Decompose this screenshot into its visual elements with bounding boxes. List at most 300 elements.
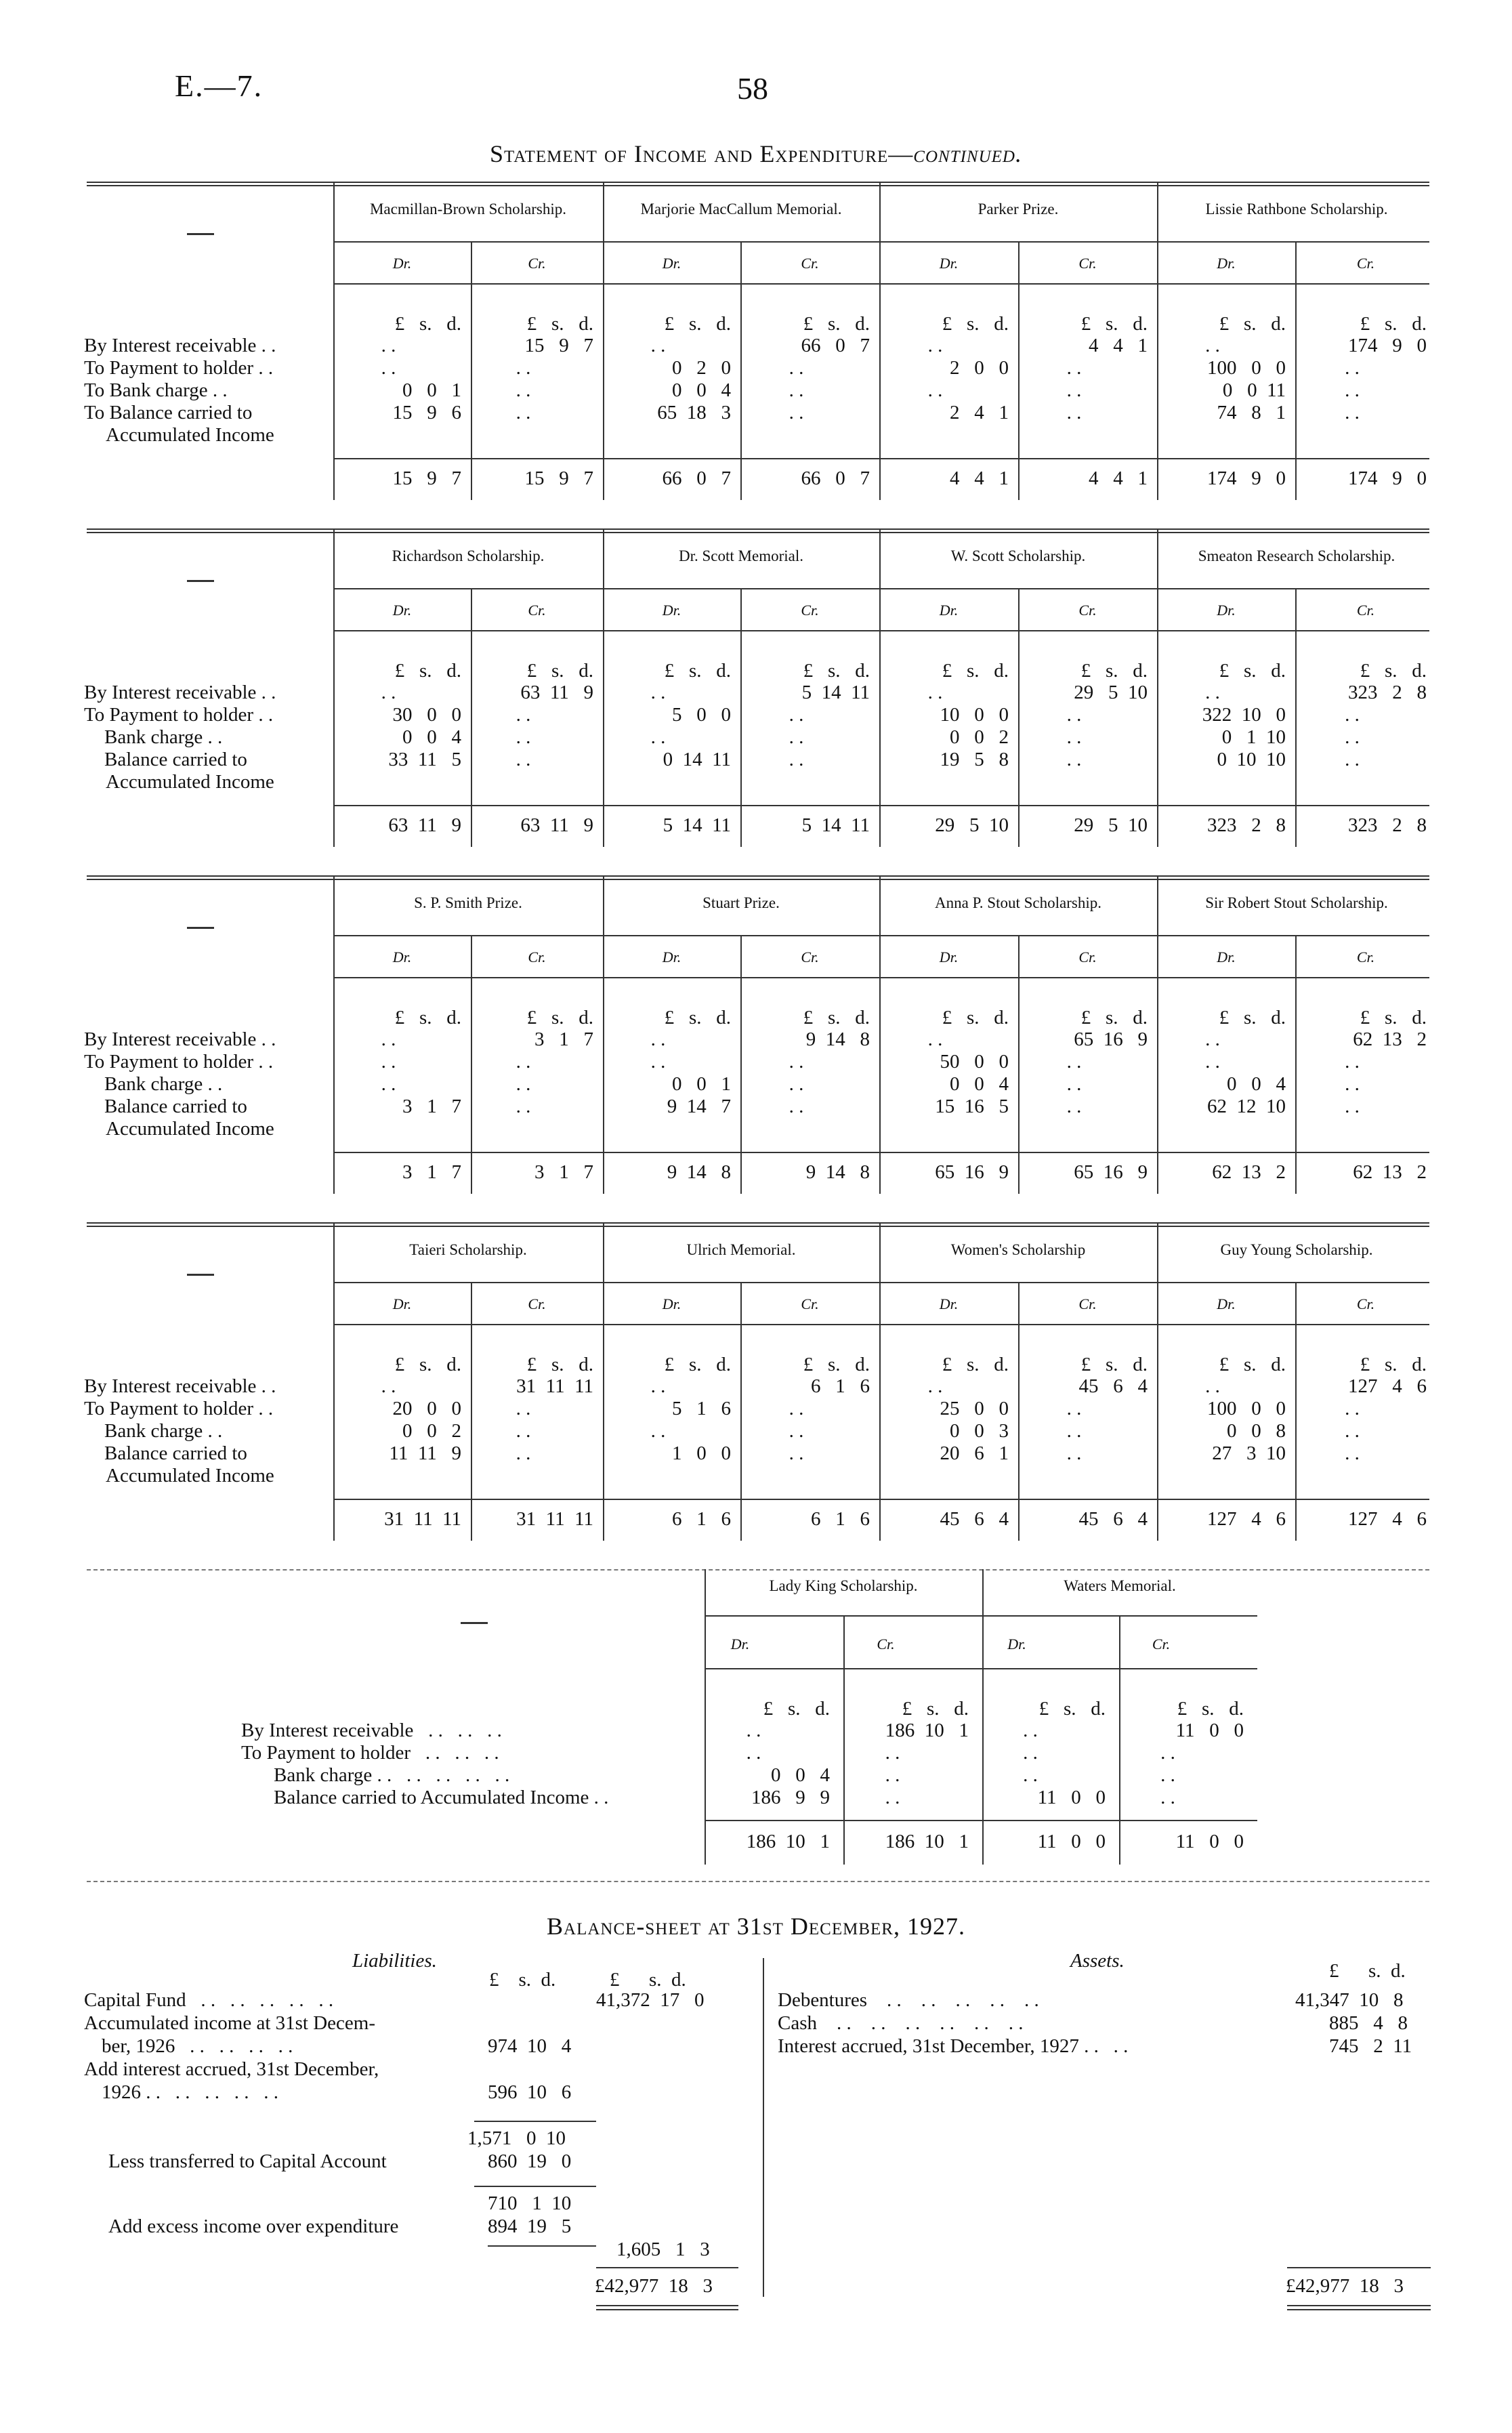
dr-subheader: Dr. (1217, 1295, 1236, 1312)
dr-value: 0 0 2 (402, 1420, 461, 1442)
dr-value: . . (927, 335, 943, 356)
subtotal-2: 710 1 10 (488, 2192, 572, 2214)
cr-value: 4 4 1 (1089, 335, 1148, 356)
assets-lsd: £ s. d. (1329, 1960, 1406, 1982)
cr-value: . . (789, 357, 804, 379)
lsd-header: £ s. d. (1360, 1354, 1427, 1375)
liab-total-rule-top (596, 2267, 738, 2268)
dr-value: . . (1023, 1720, 1038, 1741)
total-rule (333, 458, 1429, 459)
dr-total: 62 13 2 (1212, 1161, 1286, 1183)
scholarship-name: Lady King Scholarship. (769, 1577, 918, 1594)
scholarship-name: Macmillan-Brown Scholarship. (369, 201, 566, 217)
lsd-header: £ s. d. (763, 1698, 830, 1720)
liab-lsd-2: £ s. d. (610, 1969, 686, 1991)
total-rule (333, 805, 1429, 806)
row-label: Accumulated Income (106, 1118, 274, 1140)
cr-value: 66 0 7 (801, 335, 870, 356)
cr-total: 29 5 10 (1074, 814, 1148, 836)
dr-value: 20 0 0 (392, 1398, 461, 1419)
excess-rule (488, 2245, 596, 2247)
cr-value: 15 9 7 (524, 335, 593, 356)
dr-value: 15 16 5 (935, 1096, 1009, 1117)
cr-value: . . (1066, 1398, 1082, 1419)
dr-value: 1 0 0 (672, 1442, 731, 1464)
row-label: To Payment to holder . . (84, 1051, 274, 1073)
page-code: E.—7. (175, 68, 264, 103)
dr-value: 11 11 9 (389, 1442, 461, 1464)
cr-subheader: Cr. (1152, 1636, 1171, 1652)
dr-value: 62 12 10 (1207, 1096, 1286, 1117)
add-excess-value: 894 19 5 (488, 2216, 572, 2237)
block-top-rule (87, 528, 1429, 530)
row-label: By Interest receivable . . (84, 682, 276, 703)
row-label: Bank charge . . . . . . . . . . (274, 1764, 510, 1786)
lsd-header: £ s. d. (1080, 1354, 1148, 1375)
cr-total: 3 1 7 (534, 1161, 593, 1183)
dr-value: 3 1 7 (402, 1096, 461, 1117)
dr-value: 2 4 1 (950, 402, 1009, 423)
cr-subheader: Cr. (1356, 255, 1375, 272)
accumulated-total: 1,605 1 3 (616, 2239, 710, 2260)
dr-value: . . (1205, 1028, 1220, 1050)
cr-subheader: Cr. (528, 602, 546, 619)
lsd-header: £ s. d. (394, 660, 461, 682)
row-label: By Interest receivable . . . . . . (241, 1720, 502, 1741)
cr-subheader: Cr. (801, 1295, 819, 1312)
balance-sheet-title: Balance-sheet at 31st December, 1927. (547, 1913, 965, 1940)
cr-value: . . (516, 1073, 531, 1095)
cr-value: . . (789, 749, 804, 770)
add-interest-label-2: 1926 . . . . . . . . . . (102, 2081, 278, 2103)
dr-value: . . (650, 1420, 666, 1442)
dr-total: 31 11 11 (384, 1508, 461, 1530)
asset-total-rule-bottom-1 (1287, 2305, 1431, 2306)
scholarship-name: Anna P. Stout Scholarship. (935, 894, 1101, 911)
cr-value: . . (1066, 402, 1082, 423)
lsd-header: £ s. d. (942, 660, 1009, 682)
cr-value: . . (885, 1742, 900, 1764)
total-rule (333, 1152, 1429, 1153)
row-label: To Payment to holder . . . . . . (241, 1742, 499, 1764)
dr-value: 20 6 1 (940, 1442, 1009, 1464)
dr-value: 0 14 11 (663, 749, 731, 770)
dr-subheader: Dr. (730, 1636, 750, 1652)
dr-total: 3 1 7 (402, 1161, 461, 1183)
lsd-header: £ s. d. (803, 1354, 870, 1375)
dr-value: . . (381, 1375, 396, 1397)
dr-total: 174 9 0 (1207, 467, 1286, 489)
statement-block (0, 875, 1512, 1214)
dr-value: 186 9 9 (751, 1787, 830, 1808)
dr-value: 0 1 10 (1221, 726, 1286, 748)
lsd-header: £ s. d. (1080, 660, 1148, 682)
cr-total: 31 11 11 (516, 1508, 593, 1530)
block-top-rule-2 (87, 532, 1429, 533)
lsd-header: £ s. d. (1219, 313, 1286, 335)
cr-value: . . (516, 402, 531, 423)
dr-value: 322 10 0 (1202, 704, 1286, 726)
scholarship-name: W. Scott Scholarship. (950, 547, 1086, 564)
row-label: By Interest receivable . . (84, 335, 276, 356)
scholarship-name: Ulrich Memorial. (686, 1241, 796, 1258)
dr-value: 100 0 0 (1207, 1398, 1286, 1419)
lsd-header: £ s. d. (394, 1007, 461, 1028)
lsd-header: £ s. d. (664, 313, 731, 335)
lsd-header: £ s. d. (664, 1354, 731, 1375)
cr-value: . . (516, 1420, 531, 1442)
dr-subheader: Dr. (1217, 602, 1236, 619)
lsd-header: £ s. d. (1219, 1354, 1286, 1375)
cr-value: . . (1066, 357, 1082, 379)
lsd-header: £ s. d. (664, 1007, 731, 1028)
cr-value: . . (789, 379, 804, 401)
row-label: By Interest receivable . . (84, 1375, 276, 1397)
cr-subheader: Cr. (801, 602, 819, 619)
dr-value: . . (381, 335, 396, 356)
cr-total: 62 13 2 (1353, 1161, 1427, 1183)
cr-subheader: Cr. (1078, 949, 1097, 965)
header-dash (187, 927, 214, 929)
liab-lsd-1: £ s. d. (489, 1969, 556, 1991)
asset-total-rule-top (1287, 2267, 1431, 2268)
dr-value: . . (650, 1028, 666, 1050)
dr-subheader: Dr. (392, 1295, 412, 1312)
cr-total: 127 4 6 (1348, 1508, 1427, 1530)
liabilities-total: £42,977 18 3 (595, 2275, 713, 2297)
dr-value: 0 0 4 (402, 726, 461, 748)
header-dash (187, 1274, 214, 1276)
statement-title-cont: continued. (913, 140, 1022, 167)
row-label: To Balance carried to (84, 402, 253, 423)
group-rule (705, 1615, 1257, 1617)
cr-value: 45 6 4 (1078, 1375, 1148, 1397)
cr-value: . . (1066, 1442, 1082, 1464)
cr-value: . . (1160, 1764, 1175, 1786)
less-transferred-value: 860 19 0 (488, 2150, 572, 2172)
liabilities-heading: Liabilities. (352, 1950, 437, 1972)
dr-total: 11 0 0 (1037, 1831, 1106, 1852)
cr-value: . . (1345, 749, 1360, 770)
cr-value: . . (1345, 726, 1360, 748)
statement-title (0, 140, 1512, 168)
lsd-header: £ s. d. (942, 1007, 1009, 1028)
subheader-rule (705, 1668, 1257, 1669)
cr-total: 45 6 4 (1078, 1508, 1148, 1530)
cr-subheader: Cr. (1356, 1295, 1375, 1312)
dr-value: . . (650, 726, 666, 748)
lsd-header: £ s. d. (803, 313, 870, 335)
cr-total: 66 0 7 (801, 467, 870, 489)
row-label: Accumulated Income (106, 771, 274, 793)
dr-subheader: Dr. (662, 602, 681, 619)
row-label: To Payment to holder . . (84, 704, 274, 726)
cr-value: . . (516, 704, 531, 726)
cr-value: 63 11 9 (520, 682, 593, 703)
cr-value: . . (789, 1398, 804, 1419)
subheader-rule (333, 630, 1429, 631)
lsd-header: £ s. d. (1219, 1007, 1286, 1028)
cr-subheader: Cr. (1078, 602, 1097, 619)
dr-value: . . (1205, 682, 1220, 703)
dr-value: . . (1205, 335, 1220, 356)
cr-value: 31 11 11 (516, 1375, 593, 1397)
add-interest-label-1: Add interest accrued, 31st December, (84, 2058, 379, 2080)
cr-value: . . (516, 1051, 531, 1073)
cr-value: . . (789, 1096, 804, 1117)
dr-value: . . (927, 682, 943, 703)
scholarship-name: Lissie Rathbone Scholarship. (1205, 201, 1388, 217)
cr-value: . . (1345, 1398, 1360, 1419)
group-rule (333, 935, 1429, 936)
cr-value: 62 13 2 (1353, 1028, 1427, 1050)
cr-value: . . (516, 357, 531, 379)
dr-value: 5 0 0 (672, 704, 731, 726)
row-label: Balance carried to (104, 1442, 247, 1464)
dr-subheader: Dr. (662, 949, 681, 965)
statement-block (0, 1222, 1512, 1561)
row-label: To Bank charge . . (84, 379, 228, 401)
balance-sheet-divider (763, 1958, 764, 2297)
dr-value: 100 0 0 (1207, 357, 1286, 379)
cr-total: 323 2 8 (1348, 814, 1427, 836)
cr-value: 65 16 9 (1074, 1028, 1148, 1050)
dr-value: 27 3 10 (1212, 1442, 1286, 1464)
dr-total: 323 2 8 (1207, 814, 1286, 836)
cr-value: . . (516, 1442, 531, 1464)
lsd-header: £ s. d. (1360, 1007, 1427, 1028)
cr-value: 29 5 10 (1074, 682, 1148, 703)
dr-total: 15 9 7 (392, 467, 461, 489)
lsd-header: £ s. d. (526, 660, 593, 682)
lsd-header: £ s. d. (526, 1007, 593, 1028)
cr-value: 323 2 8 (1348, 682, 1427, 703)
cr-value: . . (1066, 1096, 1082, 1117)
cr-value: . . (789, 1442, 804, 1464)
cr-value: . . (789, 1073, 804, 1095)
dr-value: 50 0 0 (940, 1051, 1009, 1073)
total-rule (705, 1820, 1257, 1821)
dr-value: . . (927, 379, 943, 401)
cr-value: . . (1066, 726, 1082, 748)
dr-value: 0 0 4 (771, 1764, 830, 1786)
dr-value: 0 2 0 (672, 357, 731, 379)
cr-subheader: Cr. (528, 1295, 546, 1312)
row-label: Balance carried to Accumulated Income . . (274, 1787, 609, 1808)
scholarship-name: Guy Young Scholarship. (1220, 1241, 1373, 1258)
liab-total-rule-bottom-1 (596, 2305, 738, 2306)
block-top-rule (87, 1569, 1429, 1571)
lsd-header: £ s. d. (1360, 313, 1427, 335)
header-dash (187, 233, 214, 235)
dr-value: 0 0 4 (950, 1073, 1009, 1095)
dr-value: . . (650, 1375, 666, 1397)
lsd-header: £ s. d. (394, 1354, 461, 1375)
asset-total-rule-bottom-2 (1287, 2309, 1431, 2310)
dr-value: 33 11 5 (388, 749, 461, 770)
capital-fund-value: 41,372 17 0 (596, 1989, 705, 2011)
assets-total: £42,977 18 3 (1286, 2275, 1404, 2297)
asset-value-cash: 885 4 8 (1329, 2012, 1408, 2034)
row-label: Bank charge . . (104, 1073, 223, 1095)
cr-total: 9 14 8 (805, 1161, 870, 1183)
cr-value: . . (1345, 1096, 1360, 1117)
dr-value: 9 14 7 (667, 1096, 731, 1117)
block-top-rule-2 (87, 879, 1429, 880)
row-label: To Payment to holder . . (84, 357, 274, 379)
cr-total: 65 16 9 (1074, 1161, 1148, 1183)
subtotal-1: 1,571 0 10 (467, 2127, 566, 2149)
dr-value: 5 1 6 (672, 1398, 731, 1419)
cr-value: 174 9 0 (1348, 335, 1427, 356)
subtotal-rule-1 (474, 2121, 596, 2122)
page-number: 58 (737, 71, 768, 106)
dr-total: 65 16 9 (935, 1161, 1009, 1183)
dr-total: 6 1 6 (672, 1508, 731, 1530)
lsd-header: £ s. d. (902, 1698, 969, 1720)
scholarship-name: Sir Robert Stout Scholarship. (1205, 894, 1388, 911)
dr-subheader: Dr. (939, 949, 959, 965)
cr-total: 63 11 9 (520, 814, 593, 836)
dr-subheader: Dr. (662, 255, 681, 272)
cr-total: 6 1 6 (811, 1508, 870, 1530)
capital-fund-label: Capital Fund . . . . . . . . . . (84, 1989, 334, 2011)
subheader-rule (333, 977, 1429, 978)
scholarship-name: Marjorie MacCallum Memorial. (640, 201, 842, 217)
cr-total: 5 14 11 (801, 814, 870, 836)
dr-value: . . (1023, 1742, 1038, 1764)
scholarship-name: Taieri Scholarship. (409, 1241, 527, 1258)
dr-value: . . (650, 1051, 666, 1073)
subtotal-rule-2 (474, 2186, 596, 2187)
row-label: Bank charge . . (104, 1420, 223, 1442)
lsd-header: £ s. d. (526, 1354, 593, 1375)
cr-subheader: Cr. (801, 255, 819, 272)
cr-value: . . (516, 1096, 531, 1117)
dr-value: . . (381, 357, 396, 379)
header-dash (187, 580, 214, 582)
dr-value: . . (927, 1028, 943, 1050)
group-rule (333, 241, 1429, 243)
row-label: Balance carried to (104, 1096, 247, 1117)
asset-label-debentures: Debentures . . . . . . . . . . (778, 1989, 1039, 2011)
cr-value: 3 1 7 (534, 1028, 593, 1050)
lsd-header: £ s. d. (1360, 660, 1427, 682)
dr-subheader: Dr. (939, 255, 959, 272)
cr-value: 5 14 11 (801, 682, 870, 703)
dr-total: 45 6 4 (940, 1508, 1009, 1530)
statement-block (0, 182, 1512, 520)
group-rule (333, 588, 1429, 589)
dr-subheader: Dr. (939, 1295, 959, 1312)
cr-value: . . (1345, 1051, 1360, 1073)
dr-value: . . (381, 682, 396, 703)
scholarship-name: Smeaton Research Scholarship. (1198, 547, 1395, 564)
scholarship-name: S. P. Smith Prize. (414, 894, 522, 911)
cr-value: . . (1345, 357, 1360, 379)
dr-value: . . (1205, 1051, 1220, 1073)
dr-value: . . (650, 335, 666, 356)
cr-value: . . (1345, 1420, 1360, 1442)
block-bottom-rule (87, 1881, 1429, 1882)
dr-value: . . (381, 1073, 396, 1095)
lsd-header: £ s. d. (803, 1007, 870, 1028)
scholarship-name: Women's Scholarship (950, 1241, 1086, 1258)
cr-value: . . (885, 1764, 900, 1786)
dr-value: 0 10 10 (1217, 749, 1286, 770)
less-transferred-label: Less transferred to Capital Account (108, 2150, 387, 2172)
row-label: To Payment to holder . . (84, 1398, 274, 1419)
dr-value: . . (746, 1742, 761, 1764)
cr-value: . . (516, 726, 531, 748)
accumulated-value: 974 10 4 (488, 2035, 572, 2057)
assets-heading: Assets. (1070, 1950, 1125, 1972)
cr-subheader: Cr. (1356, 949, 1375, 965)
dr-value: 30 0 0 (392, 704, 461, 726)
dr-subheader: Dr. (662, 1295, 681, 1312)
dr-total: 4 4 1 (950, 467, 1009, 489)
block-top-rule (87, 1222, 1429, 1224)
cr-subheader: Cr. (1078, 255, 1097, 272)
scholarship-name: Stuart Prize. (702, 894, 780, 911)
cr-value: . . (789, 726, 804, 748)
dr-subheader: Dr. (1007, 1636, 1026, 1652)
scholarship-name: Waters Memorial. (1064, 1577, 1176, 1594)
dr-total: 63 11 9 (388, 814, 461, 836)
cr-value: 11 0 0 (1175, 1720, 1244, 1741)
dr-value: 0 0 2 (950, 726, 1009, 748)
scholarship-name: Dr. Scott Memorial. (679, 547, 803, 564)
cr-value: . . (1066, 749, 1082, 770)
dr-value: . . (381, 1028, 396, 1050)
lsd-header: £ s. d. (1177, 1698, 1244, 1720)
dr-value: 2 0 0 (950, 357, 1009, 379)
dr-value: . . (650, 682, 666, 703)
dr-subheader: Dr. (392, 602, 412, 619)
dr-value: . . (746, 1720, 761, 1741)
cr-subheader: Cr. (801, 949, 819, 965)
row-label: Balance carried to (104, 749, 247, 770)
header-dash (461, 1622, 488, 1624)
cr-subheader: Cr. (528, 949, 546, 965)
lsd-header: £ s. d. (942, 1354, 1009, 1375)
cr-value: . . (1066, 379, 1082, 401)
asset-label-cash: Cash . . . . . . . . . . . . (778, 2012, 1024, 2034)
cr-total: 15 9 7 (524, 467, 593, 489)
cr-value: 186 10 1 (885, 1720, 969, 1741)
total-rule (333, 1499, 1429, 1500)
statement-block-last (0, 1569, 1512, 1894)
block-top-rule (87, 182, 1429, 183)
row-label: Bank charge . . (104, 726, 223, 748)
dr-value: . . (1023, 1764, 1038, 1786)
lsd-header: £ s. d. (1219, 660, 1286, 682)
cr-value: . . (789, 704, 804, 726)
dr-value: 0 0 11 (1222, 379, 1286, 401)
cr-value: . . (1345, 704, 1360, 726)
dr-value: . . (381, 1051, 396, 1073)
cr-value: . . (1345, 402, 1360, 423)
dr-value: 0 0 3 (950, 1420, 1009, 1442)
cr-value: 9 14 8 (805, 1028, 870, 1050)
row-label: Accumulated Income (106, 424, 274, 446)
accumulated-label-2: ber, 1926 . . . . . . . . (102, 2035, 293, 2057)
dr-subheader: Dr. (1217, 949, 1236, 965)
dr-value: 0 0 4 (1227, 1073, 1286, 1095)
cr-total: 186 10 1 (885, 1831, 969, 1852)
cr-total: 174 9 0 (1348, 467, 1427, 489)
cr-value: . . (516, 379, 531, 401)
